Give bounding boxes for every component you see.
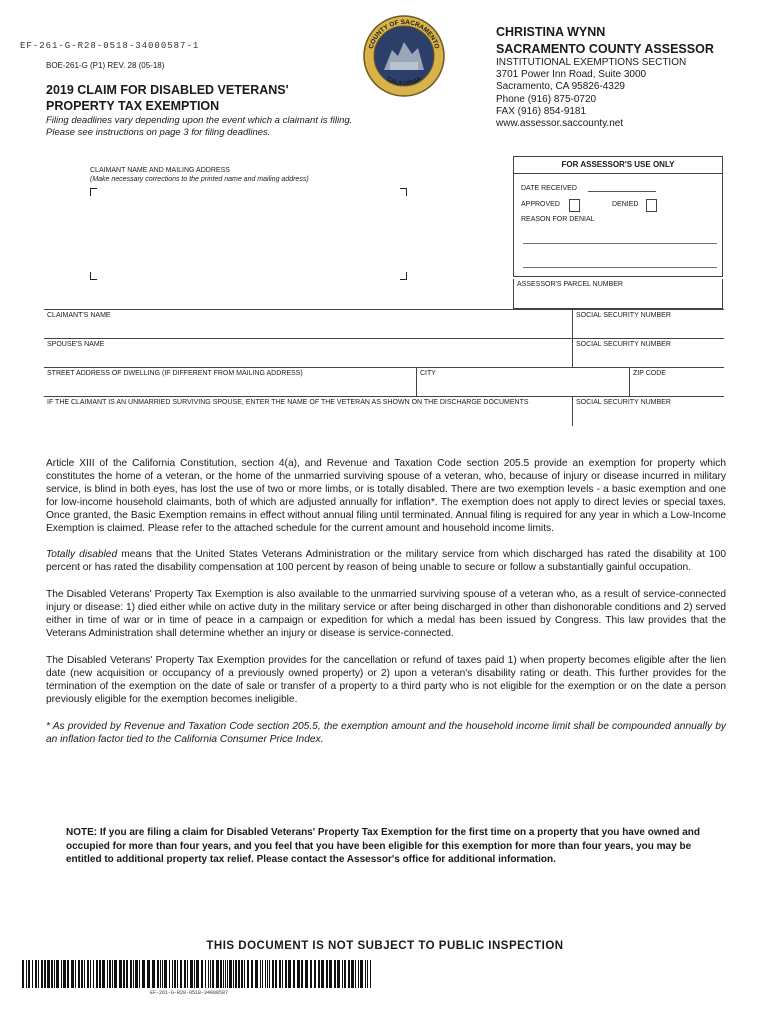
deadline-line1: Filing deadlines vary depending upon the event which a claimant is filing. xyxy=(46,115,353,126)
form-title xyxy=(46,82,376,114)
zip-code-field[interactable] xyxy=(629,368,724,397)
spouse-name-label: SPOUSE'S NAME xyxy=(47,341,105,348)
parcel-number-label: ASSESSOR'S PARCEL NUMBER xyxy=(517,281,623,288)
document-barcode xyxy=(22,960,372,988)
assessor-office: SACRAMENTO COUNTY ASSESSOR xyxy=(496,42,714,56)
veteran-name-row xyxy=(44,396,724,426)
city-label: CITY xyxy=(420,370,436,377)
claimant-address-note: (Make necessary corrections to the printed name and mailing address) xyxy=(90,176,309,183)
zip-code-label: ZIP CODE xyxy=(633,370,666,377)
claimant-address-label xyxy=(90,166,309,184)
address-corner-tl xyxy=(90,188,97,196)
claimant-name-row xyxy=(44,309,724,339)
city-field[interactable] xyxy=(416,368,629,397)
street-address-field[interactable] xyxy=(44,368,416,397)
address-corner-br xyxy=(400,272,407,280)
assessor-phone: Phone (916) 875-0720 xyxy=(496,93,597,105)
denied-checkbox[interactable] xyxy=(646,199,657,212)
ssn-field-3[interactable] xyxy=(572,397,724,426)
paragraph-cancellation: The Disabled Veterans' Property Tax Exemption provides for the cancellation or refund of taxes paid 1) when property becomes eligible after the lien date (new acquisition or occupancy of a previously owned property) or 2) upon a veteran's disability rating or death. This further provides for the termination of the exemption on the date of sale or transfer of a property to a third party who is not eligible for the exemption or on the date a person previously eligible for the exemption becomes ineligible. xyxy=(46,655,726,706)
claimant-address-title: CLAIMANT NAME AND MAILING ADDRESS xyxy=(90,167,230,174)
seal-top-text: COUNTY OF SACRAMENTO xyxy=(367,18,441,50)
paragraph-totally-disabled xyxy=(46,548,726,574)
date-received-field[interactable] xyxy=(588,191,656,192)
address-corner-bl xyxy=(90,272,97,280)
assessor-website[interactable]: www.assessor.saccounty.net xyxy=(496,118,624,130)
form-title-line1: 2019 CLAIM FOR DISABLED VETERANS' xyxy=(46,83,289,97)
veteran-name-label: IF THE CLAIMANT IS AN UNMARRIED SURVIVING SPOUSE, ENTER THE NAME OF THE VETERAN AS SHOWN ON THE DISCHARGE DOCUMENTS xyxy=(47,399,529,406)
totally-disabled-definition: means that the United States Veterans Administration or the military service from which discharged has rated the disability at 100 percent or has rated the disability compensation at 100 percent by reason of being unable to secure or follow a substantially gainful occupation. xyxy=(46,549,726,574)
assessor-use-box xyxy=(513,156,723,277)
spouse-name-field[interactable] xyxy=(44,339,572,368)
approved-checkbox[interactable] xyxy=(569,199,580,212)
claimant-name-field[interactable] xyxy=(44,310,572,339)
totally-disabled-term: Totally disabled xyxy=(46,549,118,560)
assessor-section: INSTITUTIONAL EXEMPTIONS SECTION xyxy=(496,57,687,68)
form-title-line2: PROPERTY TAX EXEMPTION xyxy=(46,99,220,113)
street-address-label: STREET ADDRESS OF DWELLING (IF DIFFERENT FROM MAILING ADDRESS) xyxy=(47,370,303,377)
deadline-line2: Please see instructions on page 3 for filing deadlines. xyxy=(46,127,271,138)
claimant-name-label: CLAIMANT'S NAME xyxy=(47,312,111,319)
ssn-label-3: SOCIAL SECURITY NUMBER xyxy=(576,399,671,406)
paragraph-surviving-spouse: The Disabled Veterans' Property Tax Exemption is also available to the unmarried surviving spouse of a veteran who, as a result of service-connected injury or disease: 1) died either while on active duty in the military service or after being discharged in other than dishonorable conditions and 2) served either in time of war or in time of peace in a campaign or expedition for which a medal has been issued by Congress. This law provides that the Veterans Administration shall determine whether an injury or disease is service-connected. xyxy=(46,589,726,640)
spouse-name-row xyxy=(44,338,724,368)
approved-label: APPROVED xyxy=(521,201,560,208)
claimant-address-field[interactable] xyxy=(90,196,406,272)
public-inspection-notice: THIS DOCUMENT IS NOT SUBJECT TO PUBLIC INSPECTION xyxy=(206,940,564,952)
county-seal-logo xyxy=(362,4,446,108)
assessor-use-heading: FOR ASSESSOR'S USE ONLY xyxy=(514,157,722,174)
assessor-name: CHRISTINA WYNN xyxy=(496,25,606,39)
barcode-text: EF-261-G-R28-0518-34000587 xyxy=(150,990,229,996)
filing-deadline-note xyxy=(46,115,406,139)
assessor-city: Sacramento, CA 95826-4329 xyxy=(496,81,625,93)
document-code: EF-261-G-R28-0518-34000587-1 xyxy=(20,41,200,51)
form-number: BOE-261-G (P1) REV. 28 (05-18) xyxy=(46,61,165,70)
ssn-label-2: SOCIAL SECURITY NUMBER xyxy=(576,341,671,348)
reason-line-2[interactable] xyxy=(523,267,717,268)
address-corner-tr xyxy=(400,188,407,196)
assessor-heading xyxy=(496,24,714,58)
paragraph-inflation-footnote: * As provided by Revenue and Taxation Code section 205.5, the exemption amount and the household income limit shall be compounded annually by an inflation factor tied to the California Consumer Price Index. xyxy=(46,721,726,746)
assessor-fax: FAX (916) 854-9181 xyxy=(496,105,587,117)
ssn-label-1: SOCIAL SECURITY NUMBER xyxy=(576,312,671,319)
seal-bottom-text: CALIFORNIA xyxy=(385,76,423,88)
assessor-street: 3701 Power Inn Road, Suite 3000 xyxy=(496,69,647,81)
paragraph-constitution: Article XIII of the California Constitution, section 4(a), and Revenue and Taxation Code section 205.5 provide an exemption for property which constitutes the home of a veteran, or the home of the unmarried surviving spouse of a veteran, who, because of injury or disease incurred in military service, is blind in both eyes, has lost the use of two or more limbs, or is totally disabled. There are two exemption levels - a basic exemption and one for low-income household claimants, both of which are adjusted annually for inflation*. The exemption does not apply to direct levies or special taxes. Once granted, the Basic Exemption remains in effect without annual filing until terminated. Annual filing is required for any year in which a Low-Income Exemption is claimed. Please refer to the attached schedule for the current amount and household income limits. xyxy=(46,458,726,535)
note-additional-relief: NOTE: If you are filing a claim for Disabled Veterans' Property Tax Exemption for the first time on a property that you have owned and occupied for more than four years, and you feel that you have been eligible for this exemption for more than four years, you may be entitled to additional property tax relief. Please contact the Assessor's office for additional information. xyxy=(66,827,700,865)
assessor-address xyxy=(496,57,686,130)
denied-label: DENIED xyxy=(612,201,639,208)
veteran-name-field[interactable] xyxy=(44,397,572,426)
reason-for-denial-label: REASON FOR DENIAL xyxy=(521,216,595,223)
reason-line-1[interactable] xyxy=(523,243,717,244)
ssn-field-1[interactable] xyxy=(572,310,724,339)
date-received-label: DATE RECEIVED xyxy=(521,185,577,192)
ssn-field-2[interactable] xyxy=(572,339,724,368)
dwelling-address-row xyxy=(44,367,724,397)
parcel-number-box[interactable] xyxy=(513,279,723,309)
